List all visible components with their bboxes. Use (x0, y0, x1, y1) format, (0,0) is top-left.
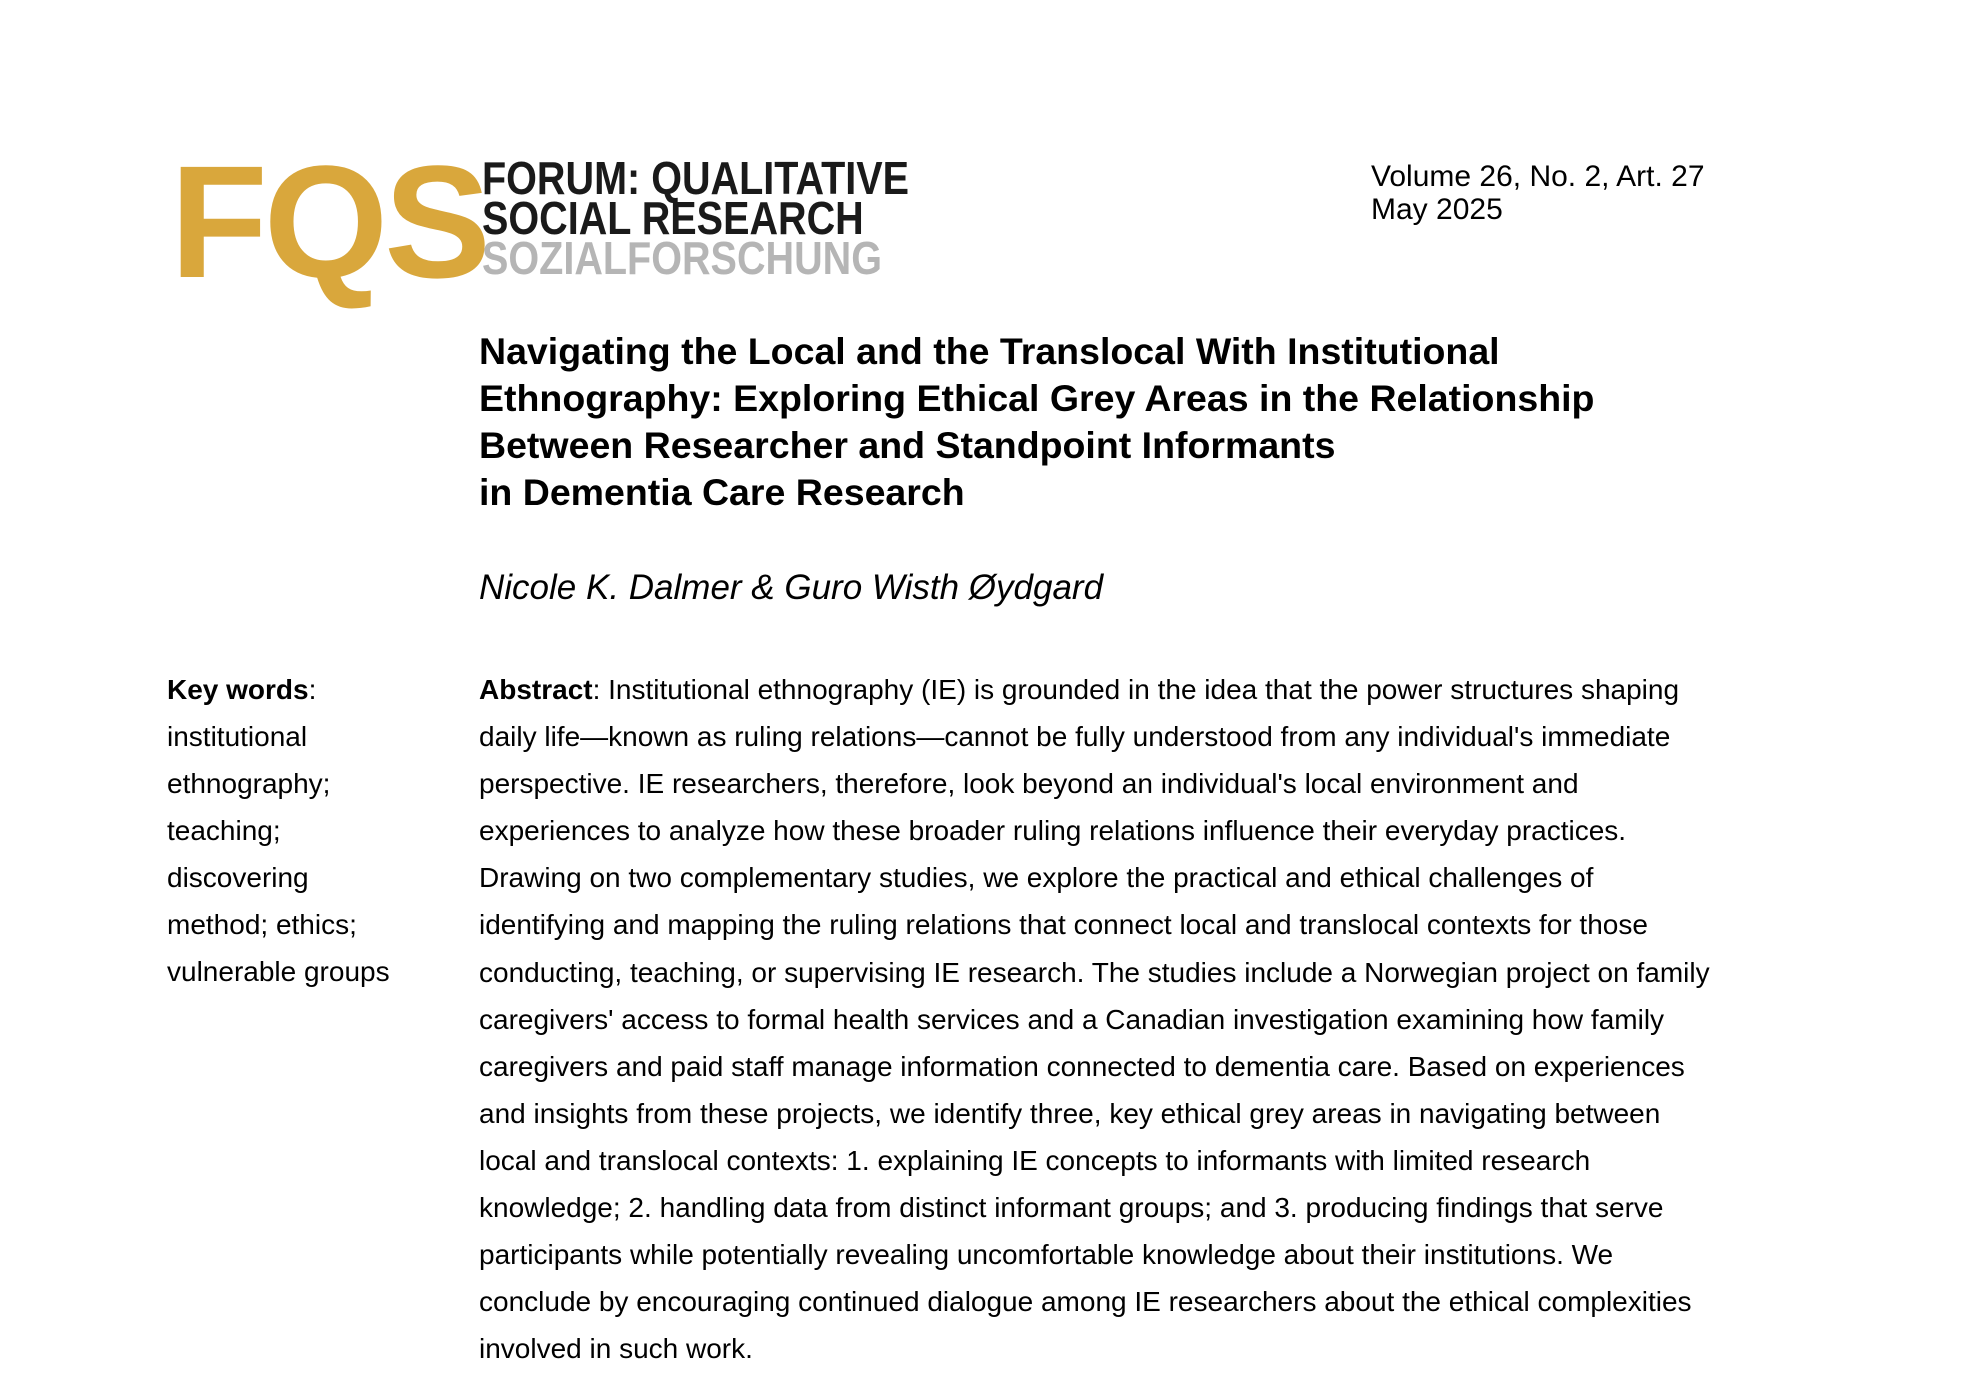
title-line: Navigating the Local and the Translocal With Institutional (479, 330, 1500, 372)
keyword-line: institutional (167, 721, 308, 752)
abstract-line: perspective. IE researchers, therefore, look beyond an individual's local environment and (479, 768, 1579, 800)
issue-date: May 2025 (1371, 193, 1503, 226)
keyword-line: method; ethics; (167, 909, 357, 940)
keywords-separator: : (308, 674, 317, 705)
title-line: in Dementia Care Research (479, 471, 965, 513)
issue-volume: Volume 26, No. 2, Art. 27 (1371, 160, 1705, 193)
keywords-heading (167, 666, 427, 713)
logo-line-social-research: SOCIAL RESEARCH (482, 192, 864, 244)
abstract-line: Drawing on two complementary studies, we explore the practical and ethical challenges of (479, 862, 1594, 894)
abstract-line: caregivers' access to formal health services and a Canadian investigation examining how family (479, 1003, 1665, 1035)
abstract-line (479, 666, 1839, 713)
abstract-line: involved in such work. (479, 1333, 753, 1365)
issue-info (1371, 160, 1705, 226)
abstract-line: and insights from these projects, we identify three, key ethical grey areas in navigating between (479, 1097, 1661, 1129)
keywords-block (167, 666, 427, 995)
keyword-line: teaching; (167, 815, 281, 846)
title-line: Ethnography: Exploring Ethical Grey Areas in the Relationship (479, 377, 1595, 419)
abstract-line: experiences to analyze how these broader ruling relations influence their everyday practices. (479, 815, 1627, 847)
logo-line-sozialforschung: SOZIALFORSCHUNG (482, 232, 882, 284)
keyword-line: ethnography; (167, 768, 331, 799)
abstract-label: Abstract (479, 674, 593, 705)
abstract-line: caregivers and paid staff manage information connected to dementia care. Based on experiences (479, 1050, 1685, 1082)
abstract-line: conclude by encouraging continued dialogue among IE researchers about the ethical complexities (479, 1286, 1692, 1318)
article-authors: Nicole K. Dalmer & Guro Wisth Øydgard (479, 568, 1104, 607)
abstract-line: conducting, teaching, or supervising IE research. The studies include a Norwegian project on family (479, 956, 1710, 988)
abstract-line: knowledge; 2. handling data from distinct informant groups; and 3. producing findings that serve (479, 1192, 1664, 1224)
abstract-line: daily life—known as ruling relations—cannot be fully understood from any individual's immediate (479, 721, 1671, 753)
logo-wordmark (482, 152, 942, 284)
abstract-block (479, 666, 1839, 1372)
abstract-line: local and translocal contexts: 1. explaining IE concepts to informants with limited research (479, 1144, 1591, 1176)
keyword-line: discovering (167, 862, 309, 893)
article-title (479, 328, 1859, 516)
logo-line-forum: FORUM: QUALITATIVE (482, 152, 910, 204)
keywords-label: Key words (167, 674, 309, 705)
abstract-line: identifying and mapping the ruling relations that connect local and translocal contexts for those (479, 909, 1648, 941)
title-line: Between Researcher and Standpoint Informants (479, 424, 1336, 466)
logo-acronym: FQS (170, 132, 487, 311)
abstract-first-line: : Institutional ethnography (IE) is grounded in the idea that the power structures shaping (592, 674, 1680, 705)
abstract-line: participants while potentially revealing uncomfortable knowledge about their institutions. We (479, 1239, 1614, 1271)
keyword-line: vulnerable groups (167, 956, 390, 987)
